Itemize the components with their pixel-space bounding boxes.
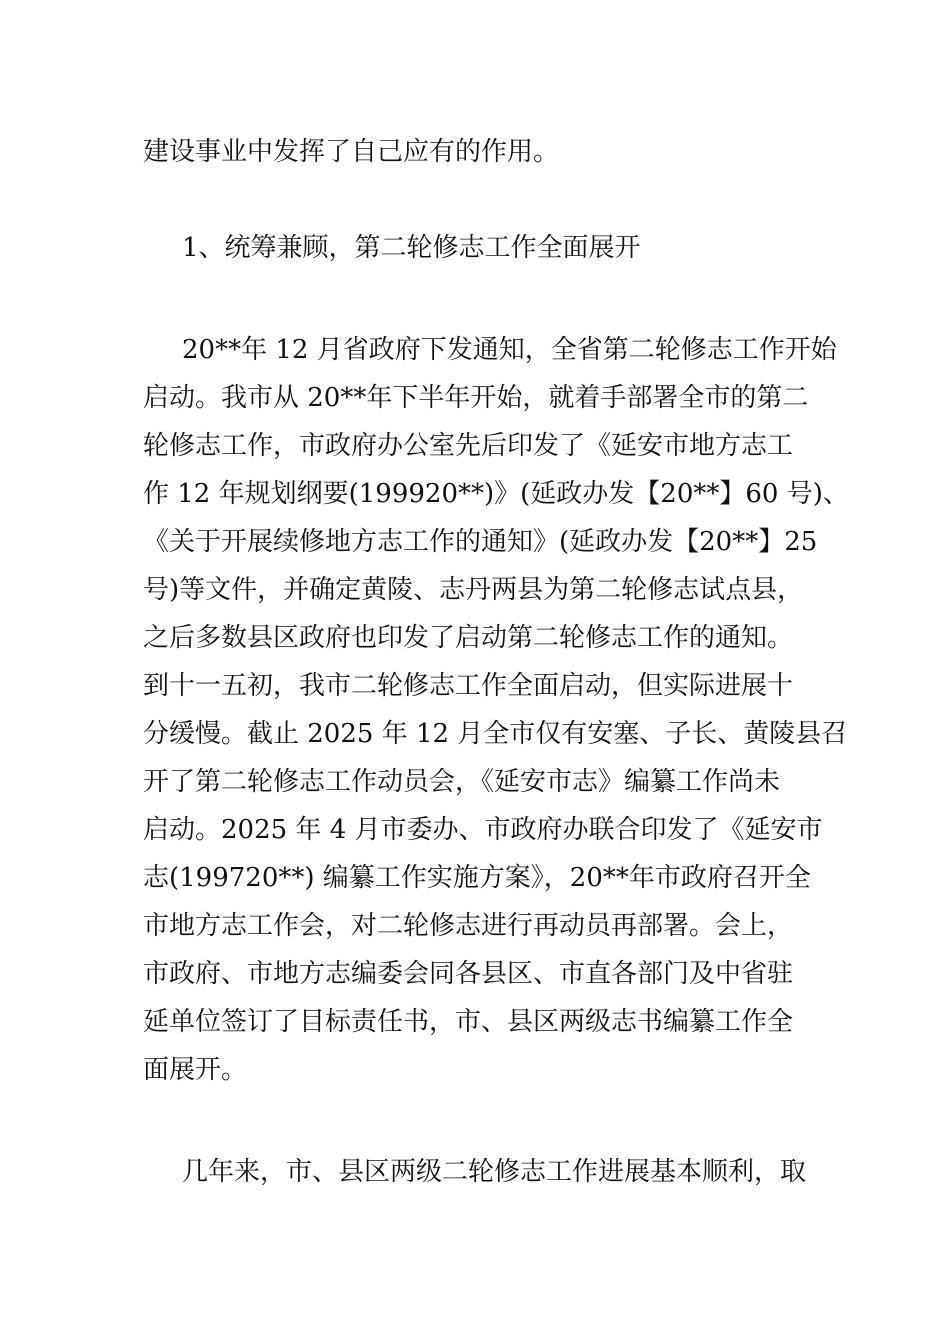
- text-line: 《关于开展续修地方志工作的通知》(延政办发【20**】25: [143, 527, 818, 557]
- text-line: 号)等文件，并确定黄陵、志丹两县为第二轮修志试点县，: [143, 575, 804, 605]
- text-line: 作 12 年规划纲要(199920**)》(延政办发【20**】60 号)、: [143, 479, 849, 509]
- text-line: 志(199720**) 编纂工作实施方案》，20**年市政府召开全: [143, 863, 811, 893]
- text-line: 启动。2025 年 4 月市委办、市政府办联合印发了《延安市: [143, 815, 823, 845]
- text-line: 轮修志工作，市政府办公室先后印发了《延安市地方志工: [143, 431, 794, 461]
- text-line: 开了第二轮修志工作动员会，《延安市志》编纂工作尚未: [143, 767, 781, 797]
- text-line: 几年来，市、县区两级二轮修志工作进展基本顺利，取: [182, 1157, 807, 1187]
- text-line: 分缓慢。截止 2025 年 12 月全市仅有安塞、子长、黄陵县召: [143, 719, 848, 749]
- section-heading: 1、统筹兼顾，第二轮修志工作全面展开: [182, 233, 641, 263]
- text-line: 面展开。: [143, 1055, 248, 1085]
- text-line: 建设事业中发挥了自己应有的作用。: [143, 137, 560, 167]
- text-line: 市政府、市地方志编委会同各县区、市直各部门及中省驻: [143, 959, 794, 989]
- text-line: 20**年 12 月省政府下发通知，全省第二轮修志工作开始: [182, 335, 837, 365]
- text-line: 到十一五初，我市二轮修志工作全面启动，但实际进展十: [143, 671, 794, 701]
- text-line: 启动。我市从 20**年下半年开始，就着手部署全市的第二: [143, 383, 809, 413]
- text-line: 市地方志工作会，对二轮修志进行再动员再部署。会上，: [143, 911, 794, 941]
- text-line: 延单位签订了目标责任书，市、县区两级志书编纂工作全: [143, 1007, 794, 1037]
- text-line: 之后多数县区政府也印发了启动第二轮修志工作的通知。: [143, 623, 794, 653]
